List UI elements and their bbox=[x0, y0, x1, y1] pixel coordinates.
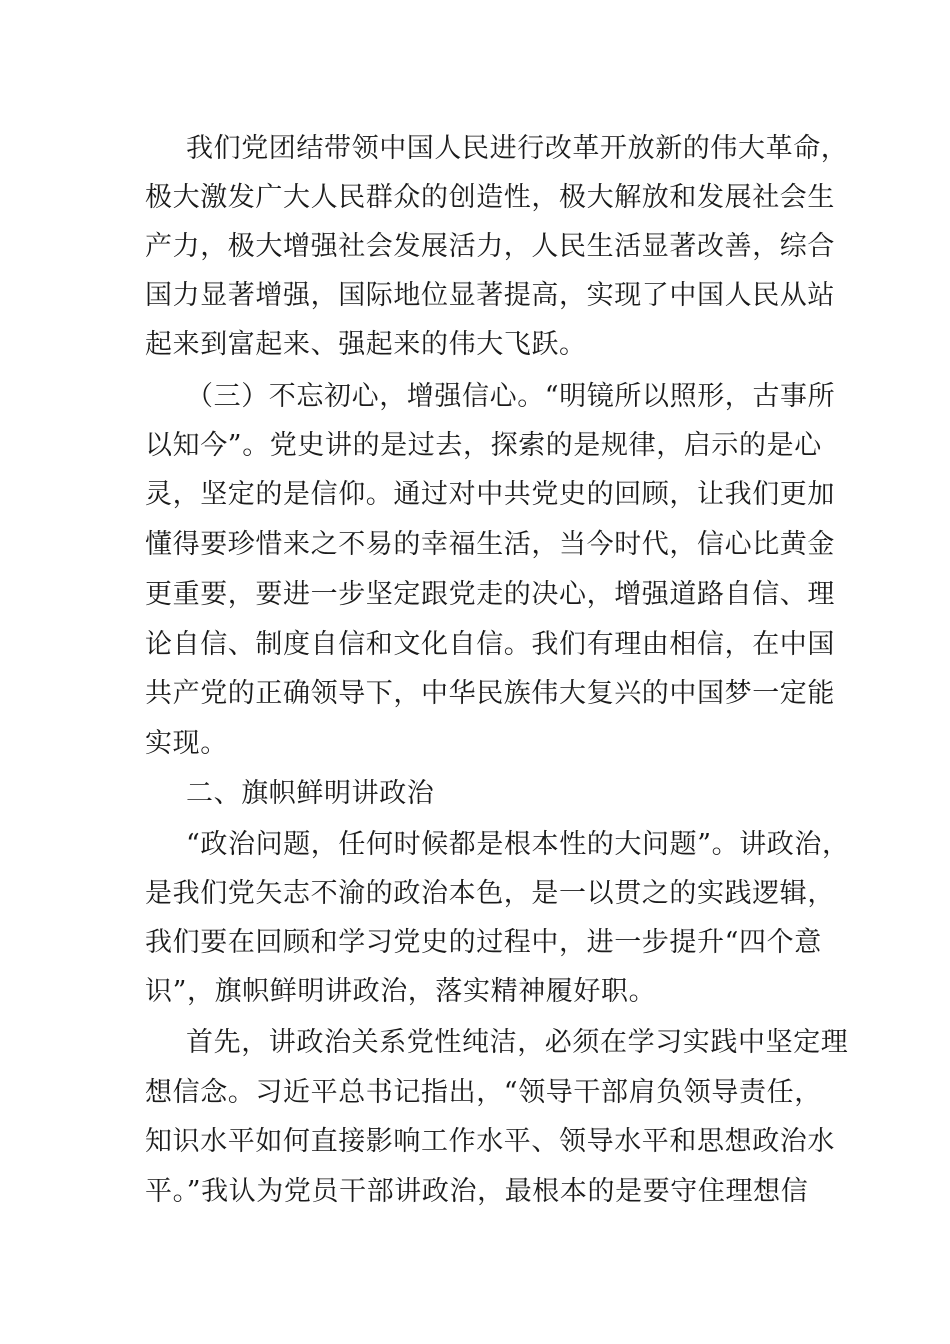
text-line: “政治问题，任何时候都是根本性的大问题”。讲政治， bbox=[186, 829, 850, 860]
text-line: 论自信、制度自信和文化自信。我们有理由相信，在中国 bbox=[145, 629, 835, 660]
text-line: 实现。 bbox=[145, 728, 228, 759]
text-line: 知识水平如何直接影响工作水平、领导水平和思想政治水 bbox=[145, 1126, 835, 1157]
text-line: 起来到富起来、强起来的伟大飞跃。 bbox=[145, 329, 587, 360]
text-line: 识”，旗帜鲜明讲政治，落实精神履好职。 bbox=[145, 976, 657, 1007]
text-line: 产力，极大增强社会发展活力，人民生活显著改善，综合 bbox=[145, 231, 835, 262]
text-line: 平。”我认为党员干部讲政治，最根本的是要守住理想信 bbox=[145, 1176, 809, 1207]
text-line: 极大激发广大人民群众的创造性，极大解放和发展社会生 bbox=[145, 182, 835, 213]
section-heading: 二、旗帜鲜明讲政治 bbox=[186, 778, 435, 809]
text-line: 想信念。习近平总书记指出，“领导干部肩负领导责任， bbox=[145, 1077, 822, 1108]
text-line: 国力显著增强，国际地位显著提高，实现了中国人民从站 bbox=[145, 280, 835, 311]
text-line: 懂得要珍惜来之不易的幸福生活，当今时代，信心比黄金 bbox=[145, 529, 835, 560]
text-line: 灵，坚定的是信仰。通过对中共党史的回顾，让我们更加 bbox=[145, 479, 835, 510]
text-line: 首先，讲政治关系党性纯洁，必须在学习实践中坚定理 bbox=[186, 1027, 849, 1058]
text-line: （三）不忘初心，增强信心。“明镜所以照形，古事所 bbox=[186, 381, 836, 412]
text-line: 更重要，要进一步坚定跟党走的决心，增强道路自信、理 bbox=[145, 579, 835, 610]
text-line: 我们党团结带领中国人民进行改革开放新的伟大革命， bbox=[186, 133, 849, 164]
text-line: 是我们党矢志不渝的政治本色，是一以贯之的实践逻辑， bbox=[145, 878, 835, 909]
text-line: 我们要在回顾和学习党史的过程中，进一步提升“四个意 bbox=[145, 927, 822, 958]
text-line: 共产党的正确领导下，中华民族伟大复兴的中国梦一定能 bbox=[145, 678, 835, 709]
text-line: 以知今”。党史讲的是过去，探索的是规律，启示的是心 bbox=[145, 430, 822, 461]
